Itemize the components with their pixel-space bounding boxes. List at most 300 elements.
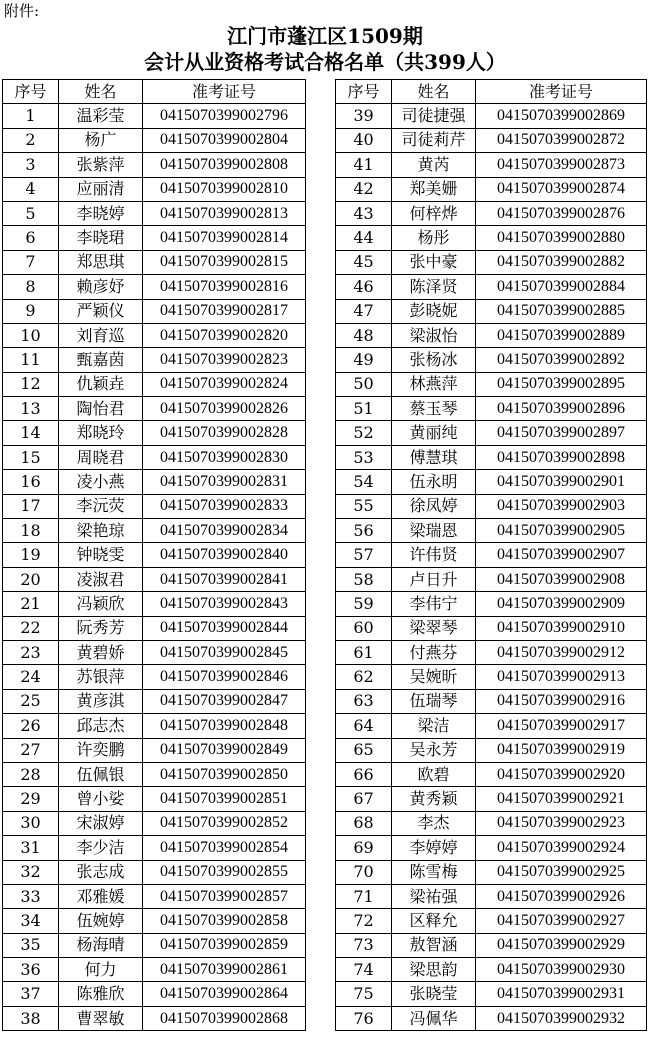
seq-cell: 13 [3,397,59,421]
name-cell: 吴婉昕 [392,665,476,689]
seq-cell: 51 [336,397,392,421]
seq-cell: 32 [3,860,59,884]
seq-cell: 76 [336,1006,392,1030]
table-row [3,787,306,811]
seq-cell: 14 [3,421,59,445]
table-header-row [336,80,647,104]
table-row [336,323,647,347]
table-row [3,250,306,274]
cert-number-cell: 0415070399002916 [476,689,647,713]
name-cell: 吴永芳 [392,738,476,762]
table-row [336,397,647,421]
header-seq: 序号 [3,80,59,104]
name-cell: 傅慧琪 [392,445,476,469]
cert-number-cell: 0415070399002931 [476,982,647,1006]
cert-number-cell: 0415070399002831 [143,470,306,494]
seq-cell: 10 [3,323,59,347]
name-cell: 梁淑怡 [392,323,476,347]
name-cell: 陈雪梅 [392,860,476,884]
seq-cell: 33 [3,884,59,908]
cert-number-cell: 0415070399002808 [143,153,306,177]
cert-number-cell: 0415070399002796 [143,104,306,128]
table-row [336,714,647,738]
table-row [336,1006,647,1030]
cert-number-cell: 0415070399002826 [143,397,306,421]
table-row [336,494,647,518]
seq-cell: 37 [3,982,59,1006]
name-cell: 张志成 [59,860,143,884]
cert-number-cell: 0415070399002857 [143,884,306,908]
cert-number-cell: 0415070399002830 [143,445,306,469]
cert-number-cell: 0415070399002854 [143,836,306,860]
cert-number-cell: 0415070399002912 [476,640,647,664]
cert-number-cell: 0415070399002917 [476,714,647,738]
seq-cell: 19 [3,543,59,567]
name-cell: 蔡玉琴 [392,397,476,421]
seq-cell: 34 [3,909,59,933]
name-cell: 张晓莹 [392,982,476,1006]
cert-number-cell: 0415070399002868 [143,1006,306,1030]
name-cell: 仇颖垚 [59,372,143,396]
seq-cell: 6 [3,226,59,250]
table-row [3,982,306,1006]
cert-number-cell: 0415070399002858 [143,909,306,933]
seq-cell: 57 [336,543,392,567]
seq-cell: 8 [3,275,59,299]
name-cell: 张中豪 [392,250,476,274]
name-cell: 李晓珺 [59,226,143,250]
seq-cell: 2 [3,128,59,152]
name-cell: 曾小娑 [59,787,143,811]
table-row [336,665,647,689]
table-row [336,177,647,201]
table-row [3,445,306,469]
seq-cell: 27 [3,738,59,762]
seq-cell: 75 [336,982,392,1006]
cert-number-cell: 0415070399002874 [476,177,647,201]
table-row [3,226,306,250]
name-cell: 付燕芬 [392,640,476,664]
seq-cell: 62 [336,665,392,689]
cert-number-cell: 0415070399002880 [476,226,647,250]
name-cell: 司徒捷强 [392,104,476,128]
name-cell: 宋淑婷 [59,811,143,835]
table-row [3,836,306,860]
cert-number-cell: 0415070399002864 [143,982,306,1006]
table-row [336,372,647,396]
seq-cell: 29 [3,787,59,811]
cert-number-cell: 0415070399002814 [143,226,306,250]
cert-number-cell: 0415070399002816 [143,275,306,299]
header-seq: 序号 [336,80,392,104]
table-row [3,567,306,591]
name-cell: 彭晓妮 [392,299,476,323]
name-cell: 黄芮 [392,153,476,177]
seq-cell: 45 [336,250,392,274]
seq-cell: 66 [336,762,392,786]
table-row [3,860,306,884]
name-cell: 徐凤婷 [392,494,476,518]
table-row [3,421,306,445]
table-row [3,177,306,201]
seq-cell: 42 [336,177,392,201]
cert-number-cell: 0415070399002896 [476,397,647,421]
name-cell: 郑美姗 [392,177,476,201]
seq-cell: 73 [336,933,392,957]
cert-number-cell: 0415070399002909 [476,592,647,616]
seq-cell: 50 [336,372,392,396]
name-cell: 李沅荧 [59,494,143,518]
name-cell: 严颖仪 [59,299,143,323]
name-cell: 黄丽纯 [392,421,476,445]
cert-number-cell: 0415070399002907 [476,543,647,567]
seq-cell: 3 [3,153,59,177]
cert-number-cell: 0415070399002905 [476,519,647,543]
cert-number-cell: 0415070399002930 [476,958,647,982]
cert-number-cell: 0415070399002850 [143,762,306,786]
seq-cell: 44 [336,226,392,250]
header-name: 姓名 [59,80,143,104]
cert-number-cell: 0415070399002898 [476,445,647,469]
cert-number-cell: 0415070399002824 [143,372,306,396]
cert-number-cell: 0415070399002823 [143,348,306,372]
table-row [336,616,647,640]
cert-number-cell: 0415070399002923 [476,811,647,835]
name-cell: 梁翠琴 [392,616,476,640]
name-cell: 林燕萍 [392,372,476,396]
table-row [336,958,647,982]
table-row [336,738,647,762]
table-row [336,445,647,469]
cert-number-cell: 0415070399002926 [476,884,647,908]
table-row [3,275,306,299]
seq-cell: 71 [336,884,392,908]
name-cell: 梁洁 [392,714,476,738]
name-cell: 杨广 [59,128,143,152]
table-row [336,250,647,274]
cert-number-cell: 0415070399002834 [143,519,306,543]
table-row [3,689,306,713]
table-row [336,421,647,445]
cert-number-cell: 0415070399002847 [143,689,306,713]
cert-number-cell: 0415070399002846 [143,665,306,689]
name-cell: 杨彤 [392,226,476,250]
seq-cell: 47 [336,299,392,323]
document-title: 江门市蓬江区1509期 [227,24,423,48]
table-row [3,397,306,421]
name-cell: 何梓烨 [392,201,476,225]
cert-number-cell: 0415070399002876 [476,201,647,225]
seq-cell: 30 [3,811,59,835]
seq-cell: 53 [336,445,392,469]
table-row [336,104,647,128]
table-row [336,201,647,225]
seq-cell: 15 [3,445,59,469]
name-cell: 区释允 [392,909,476,933]
cert-number-cell: 0415070399002929 [476,933,647,957]
cert-number-cell: 0415070399002810 [143,177,306,201]
table-row [3,714,306,738]
cert-number-cell: 0415070399002903 [476,494,647,518]
document-subtitle: 会计从业资格考试合格名单（共399人） [144,50,506,74]
seq-cell: 9 [3,299,59,323]
cert-number-cell: 0415070399002844 [143,616,306,640]
seq-cell: 40 [336,128,392,152]
name-cell: 应丽清 [59,177,143,201]
seq-cell: 65 [336,738,392,762]
name-cell: 陈泽贤 [392,275,476,299]
cert-number-cell: 0415070399002910 [476,616,647,640]
name-cell: 李伟宁 [392,592,476,616]
table-header-row [3,80,306,104]
name-cell: 陈雅欣 [59,982,143,1006]
cert-number-cell: 0415070399002892 [476,348,647,372]
table-row [3,201,306,225]
roster-body-left [3,104,306,1031]
cert-number-cell: 0415070399002817 [143,299,306,323]
name-cell: 伍婉婷 [59,909,143,933]
name-cell: 梁思韵 [392,958,476,982]
cert-number-cell: 0415070399002872 [476,128,647,152]
seq-cell: 20 [3,567,59,591]
table-row [336,640,647,664]
seq-cell: 49 [336,348,392,372]
seq-cell: 72 [336,909,392,933]
seq-cell: 63 [336,689,392,713]
seq-cell: 60 [336,616,392,640]
table-row [336,689,647,713]
seq-cell: 46 [336,275,392,299]
cert-number-cell: 0415070399002869 [476,104,647,128]
cert-number-cell: 0415070399002932 [476,1006,647,1030]
cert-number-cell: 0415070399002920 [476,762,647,786]
table-row [336,884,647,908]
name-cell: 司徒莉芹 [392,128,476,152]
table-row [3,128,306,152]
name-cell: 李杰 [392,811,476,835]
name-cell: 敖智涵 [392,933,476,957]
cert-number-cell: 0415070399002884 [476,275,647,299]
name-cell: 伍永明 [392,470,476,494]
table-row [336,762,647,786]
cert-number-cell: 0415070399002908 [476,567,647,591]
name-cell: 卢日升 [392,567,476,591]
cert-number-cell: 0415070399002873 [476,153,647,177]
name-cell: 邱志杰 [59,714,143,738]
cert-number-cell: 0415070399002901 [476,470,647,494]
table-row [3,958,306,982]
name-cell: 邓雅媛 [59,884,143,908]
name-cell: 李婷婷 [392,836,476,860]
name-cell: 曹翠敏 [59,1006,143,1030]
table-row [3,1006,306,1030]
cert-number-cell: 0415070399002895 [476,372,647,396]
seq-cell: 43 [336,201,392,225]
table-row [3,372,306,396]
table-row [336,153,647,177]
name-cell: 梁祐强 [392,884,476,908]
seq-cell: 25 [3,689,59,713]
name-cell: 温彩莹 [59,104,143,128]
name-cell: 张紫萍 [59,153,143,177]
table-row [336,860,647,884]
cert-number-cell: 0415070399002845 [143,640,306,664]
seq-cell: 54 [336,470,392,494]
seq-cell: 39 [336,104,392,128]
cert-number-cell: 0415070399002855 [143,860,306,884]
name-cell: 苏银萍 [59,665,143,689]
table-row [336,787,647,811]
name-cell: 钟晓雯 [59,543,143,567]
seq-cell: 69 [336,836,392,860]
seq-cell: 1 [3,104,59,128]
name-cell: 张杨冰 [392,348,476,372]
table-row [336,567,647,591]
roster-table-left [2,79,306,1031]
seq-cell: 36 [3,958,59,982]
seq-cell: 17 [3,494,59,518]
header-name: 姓名 [392,80,476,104]
name-cell: 赖彦妤 [59,275,143,299]
seq-cell: 24 [3,665,59,689]
name-cell: 郑思琪 [59,250,143,274]
seq-cell: 58 [336,567,392,591]
seq-cell: 59 [336,592,392,616]
name-cell: 黄秀颖 [392,787,476,811]
cert-number-cell: 0415070399002813 [143,201,306,225]
table-row [3,640,306,664]
name-cell: 李少洁 [59,836,143,860]
seq-cell: 61 [336,640,392,664]
name-cell: 欧碧 [392,762,476,786]
cert-number-cell: 0415070399002849 [143,738,306,762]
name-cell: 李晓婷 [59,201,143,225]
seq-cell: 48 [336,323,392,347]
cert-number-cell: 0415070399002833 [143,494,306,518]
cert-number-cell: 0415070399002897 [476,421,647,445]
seq-cell: 28 [3,762,59,786]
table-row [3,665,306,689]
seq-cell: 41 [336,153,392,177]
cert-number-cell: 0415070399002882 [476,250,647,274]
table-row [3,933,306,957]
seq-cell: 38 [3,1006,59,1030]
name-cell: 许伟贤 [392,543,476,567]
cert-number-cell: 0415070399002820 [143,323,306,347]
table-row [336,275,647,299]
cert-number-cell: 0415070399002848 [143,714,306,738]
name-cell: 许奕鹏 [59,738,143,762]
name-cell: 冯佩华 [392,1006,476,1030]
table-row [3,616,306,640]
table-row [336,519,647,543]
seq-cell: 74 [336,958,392,982]
table-row [3,299,306,323]
name-cell: 刘育巡 [59,323,143,347]
attachment-label: 附件: [4,2,40,20]
name-cell: 黄彦淇 [59,689,143,713]
seq-cell: 67 [336,787,392,811]
cert-number-cell: 0415070399002861 [143,958,306,982]
name-cell: 周晓君 [59,445,143,469]
table-row [336,933,647,957]
cert-number-cell: 0415070399002921 [476,787,647,811]
seq-cell: 52 [336,421,392,445]
table-row [3,543,306,567]
table-row [3,494,306,518]
cert-number-cell: 0415070399002840 [143,543,306,567]
seq-cell: 70 [336,860,392,884]
name-cell: 阮秀芳 [59,616,143,640]
table-row [3,323,306,347]
name-cell: 冯颖欣 [59,592,143,616]
table-row [3,470,306,494]
cert-number-cell: 0415070399002927 [476,909,647,933]
name-cell: 伍佩银 [59,762,143,786]
table-row [336,299,647,323]
cert-number-cell: 0415070399002913 [476,665,647,689]
seq-cell: 12 [3,372,59,396]
cert-number-cell: 0415070399002841 [143,567,306,591]
cert-number-cell: 0415070399002851 [143,787,306,811]
seq-cell: 18 [3,519,59,543]
seq-cell: 23 [3,640,59,664]
seq-cell: 7 [3,250,59,274]
table-row [3,909,306,933]
table-row [3,592,306,616]
table-row [3,884,306,908]
seq-cell: 26 [3,714,59,738]
name-cell: 梁艳琼 [59,519,143,543]
seq-cell: 68 [336,811,392,835]
table-row [3,811,306,835]
cert-number-cell: 0415070399002804 [143,128,306,152]
seq-cell: 35 [3,933,59,957]
header-cert: 准考证号 [476,80,647,104]
roster-table-right [335,79,647,1031]
name-cell: 黄碧娇 [59,640,143,664]
table-row [336,543,647,567]
cert-number-cell: 0415070399002889 [476,323,647,347]
cert-number-cell: 0415070399002852 [143,811,306,835]
cert-number-cell: 0415070399002924 [476,836,647,860]
seq-cell: 55 [336,494,392,518]
table-row [336,348,647,372]
roster-body-right [336,104,647,1031]
seq-cell: 64 [336,714,392,738]
table-row [336,226,647,250]
seq-cell: 22 [3,616,59,640]
table-row [336,128,647,152]
table-row [3,519,306,543]
cert-number-cell: 0415070399002859 [143,933,306,957]
cert-number-cell: 0415070399002919 [476,738,647,762]
name-cell: 凌小燕 [59,470,143,494]
cert-number-cell: 0415070399002925 [476,860,647,884]
name-cell: 梁瑞恩 [392,519,476,543]
table-row [3,104,306,128]
seq-cell: 21 [3,592,59,616]
name-cell: 凌淑君 [59,567,143,591]
name-cell: 何力 [59,958,143,982]
table-row [336,982,647,1006]
name-cell: 伍瑞琴 [392,689,476,713]
table-row [336,811,647,835]
seq-cell: 5 [3,201,59,225]
seq-cell: 11 [3,348,59,372]
name-cell: 陶怡君 [59,397,143,421]
cert-number-cell: 0415070399002815 [143,250,306,274]
